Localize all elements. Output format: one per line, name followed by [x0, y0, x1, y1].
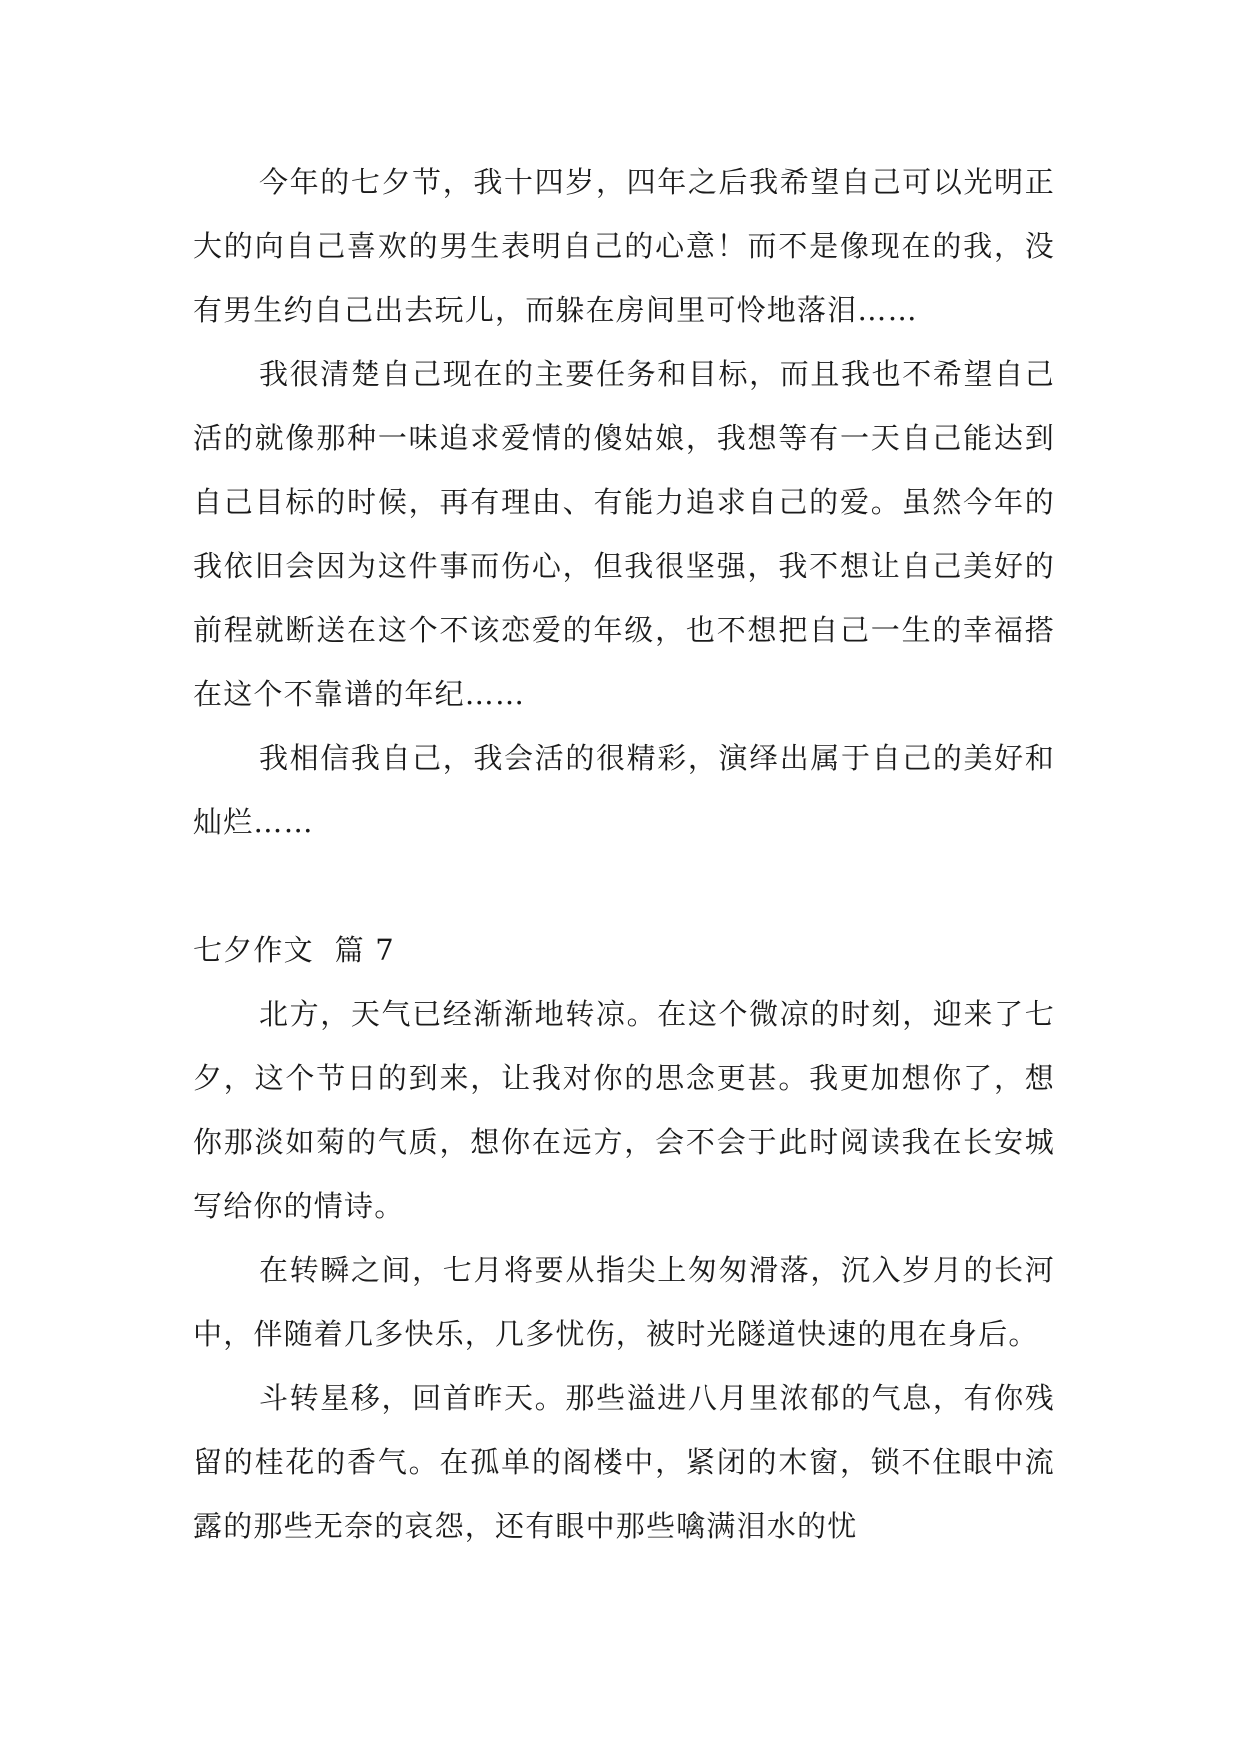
paragraph: 我很清楚自己现在的主要任务和目标，而且我也不希望自己活的就像那种一味追求爱情的傻姑娘，我想等有一天自己能达到自己目标的时候，再有理由、有能力追求自己的爱。虽然今年的我依旧会因为这件事而伤心，但我很坚强，我不想让自己美好的前程就断送在这个不该恋爱的年级，也不想把自己一生的幸福搭在这个不靠谱的年纪……: [193, 357, 1055, 711]
essay-section-1: [193, 150, 1055, 854]
paragraph: 今年的七夕节，我十四岁，四年之后我希望自己可以光明正大的向自己喜欢的男生表明自己的心意！而不是像现在的我，没有男生约自己出去玩儿，而躲在房间里可怜地落泪……: [193, 165, 1055, 327]
essay-heading: 七夕作文 篇 7: [193, 933, 395, 967]
document-page: [193, 150, 1055, 1558]
paragraph: 我相信我自己，我会活的很精彩，演绎出属于自己的美好和灿烂……: [193, 741, 1055, 839]
paragraph: 在转瞬之间，七月将要从指尖上匆匆滑落，沉入岁月的长河中，伴随着几多快乐，几多忧伤，被时光隧道快速的甩在身后。: [193, 1253, 1055, 1351]
paragraph: 北方，天气已经渐渐地转凉。在这个微凉的时刻，迎来了七夕，这个节日的到来，让我对你的思念更甚。我更加想你了，想你那淡如菊的气质，想你在远方，会不会于此时阅读我在长安城写给你的情诗。: [193, 997, 1055, 1223]
paragraph: 斗转星移，回首昨天。那些溢进八月里浓郁的气息，有你残留的桂花的香气。在孤单的阁楼中，紧闭的木窗，锁不住眼中流露的那些无奈的哀怨，还有眼中那些噙满泪水的忧: [193, 1381, 1055, 1543]
essay-section-2: [193, 918, 1055, 1558]
